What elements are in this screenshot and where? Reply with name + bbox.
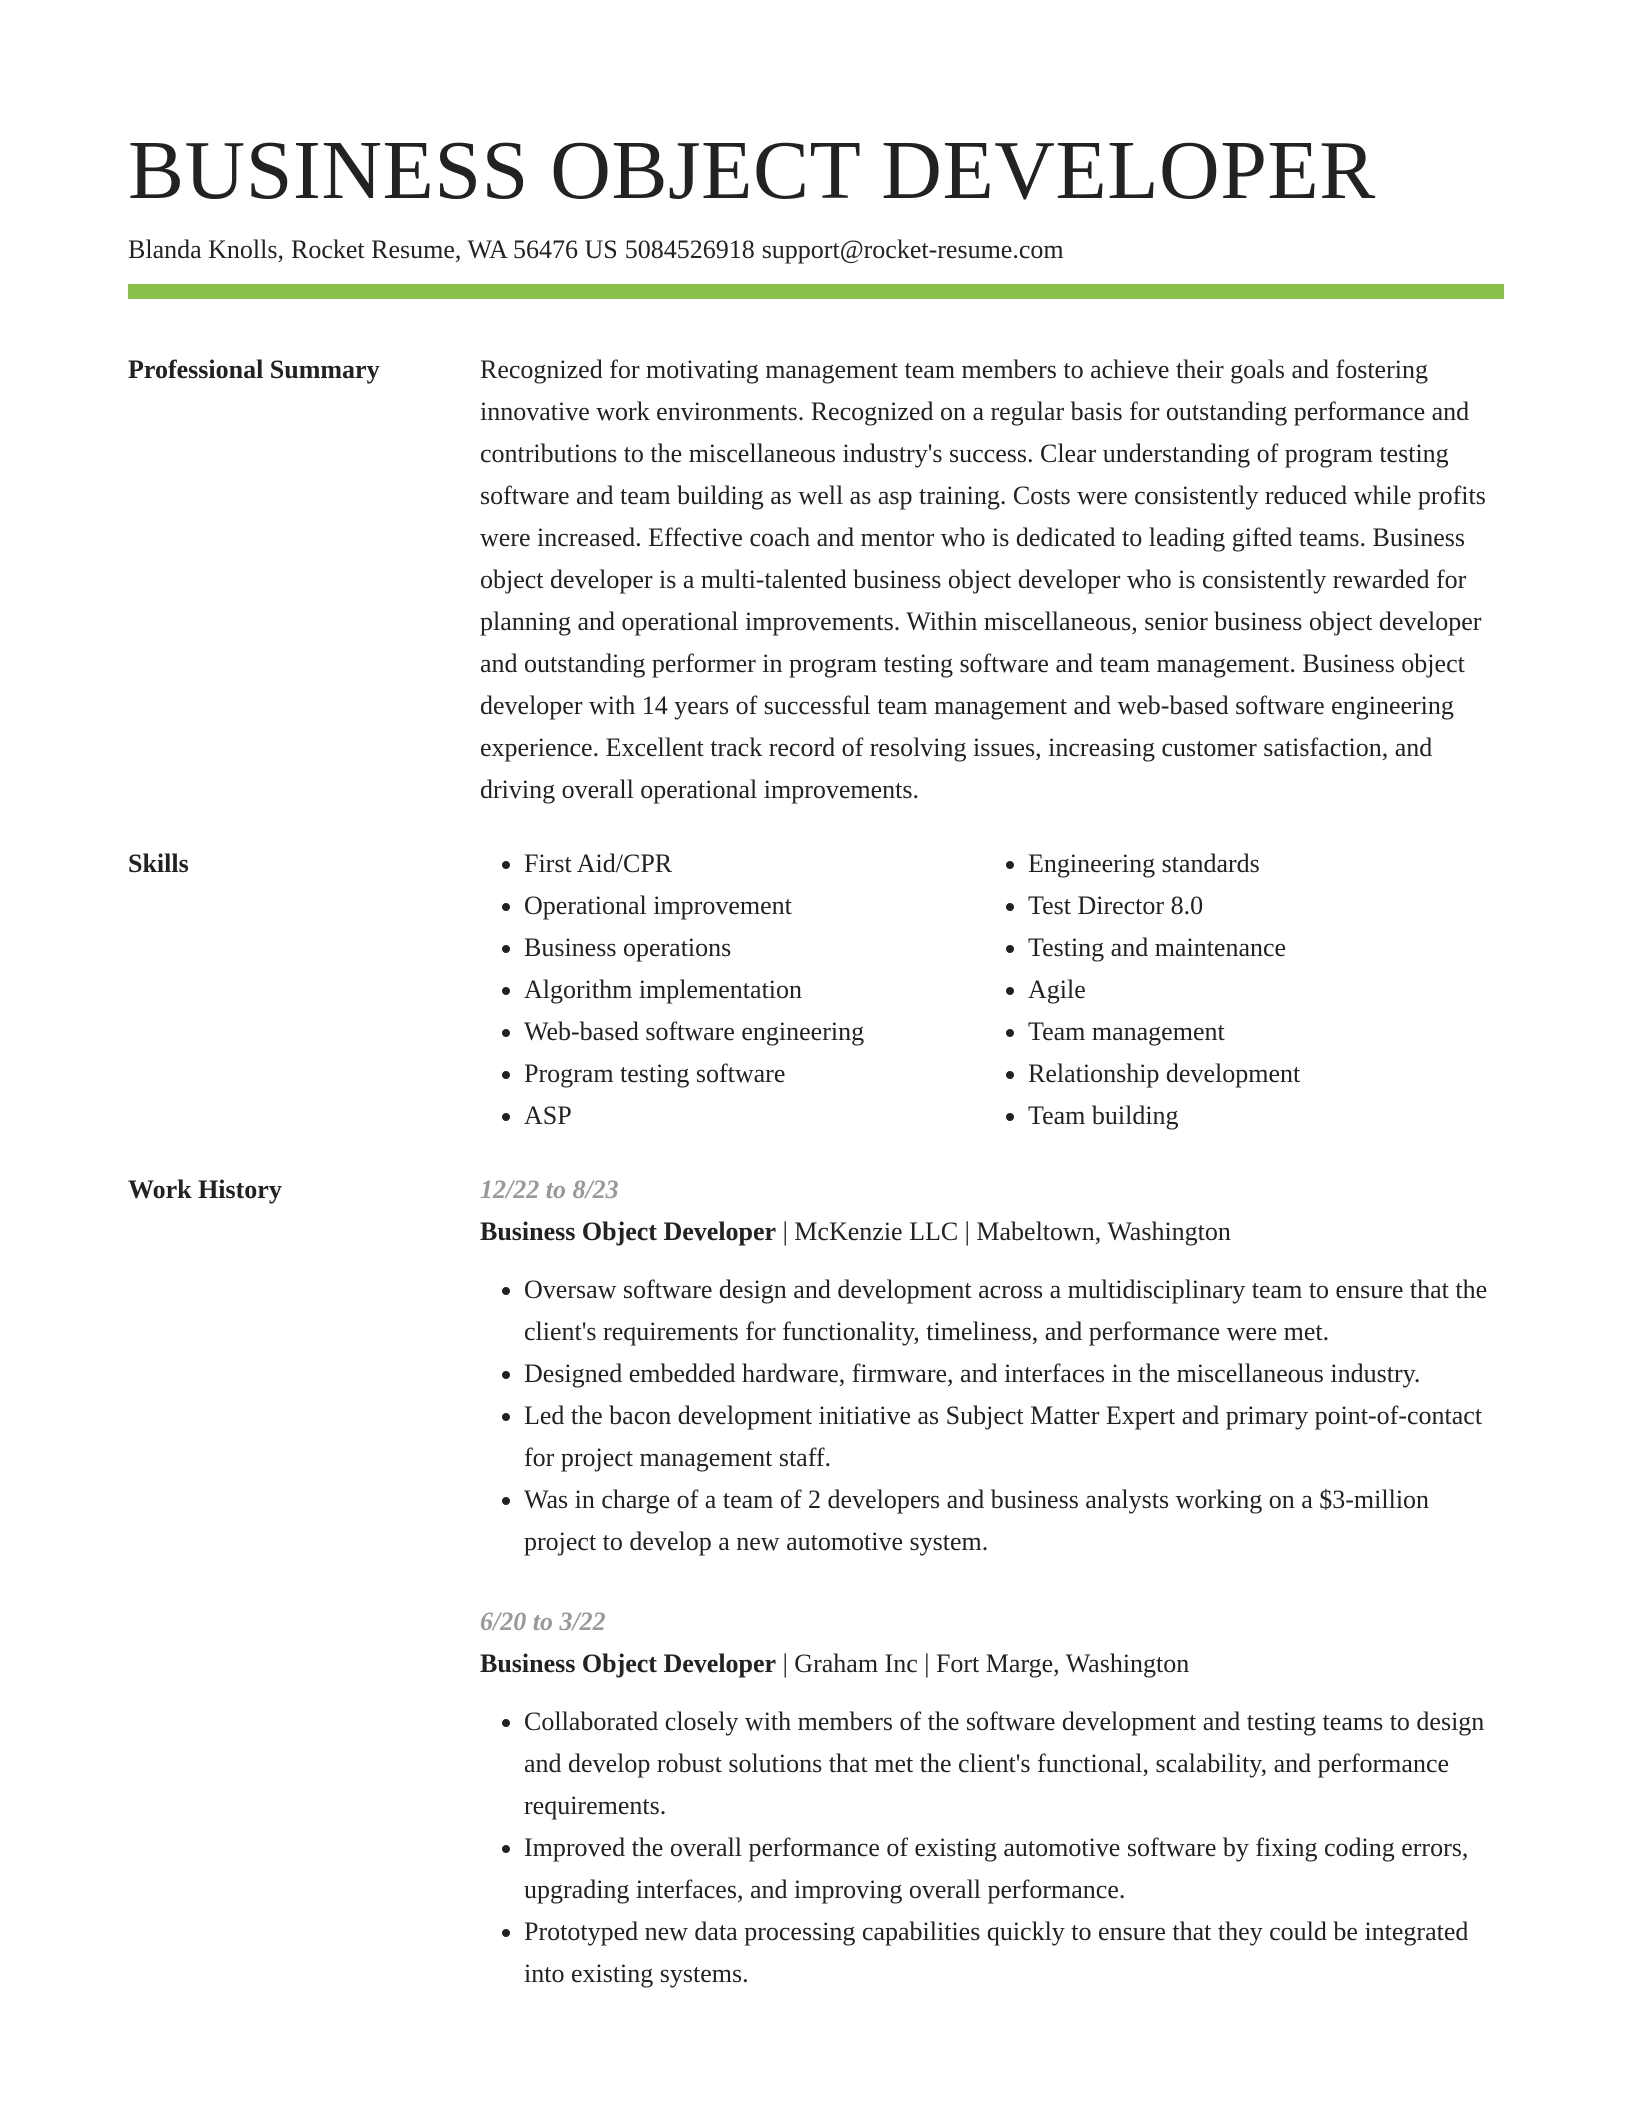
- skills-list-right: [984, 843, 1488, 1137]
- skill-item: • Engineering standards: [1028, 843, 1488, 885]
- skill-item: • Testing and maintenance: [1028, 927, 1488, 969]
- skills-section: [128, 843, 1504, 1137]
- skills-list-left: [480, 843, 984, 1137]
- job-heading: [480, 1211, 1504, 1253]
- skill-item: • Business operations: [524, 927, 984, 969]
- contact-line: [128, 232, 1504, 268]
- job-heading: [480, 1643, 1504, 1685]
- skills-heading: Skills: [128, 849, 189, 878]
- skill-item: • Team building: [1028, 1095, 1488, 1137]
- job-title: Business Object Developer: [480, 1649, 777, 1678]
- skill-item: • Algorithm implementation: [524, 969, 984, 1011]
- skill-item: • Operational improvement: [524, 885, 984, 927]
- job-dates: 12/22 to 8/23: [480, 1175, 619, 1204]
- contact-address: Rocket Resume, WA 56476 US: [291, 235, 618, 264]
- job-bullets: [480, 1701, 1504, 1995]
- contact-phone: 5084526918: [624, 235, 755, 264]
- job-bullets: [480, 1269, 1504, 1563]
- page-title: BUSINESS OBJECT DEVELOPER: [128, 124, 1376, 217]
- skill-item: • ASP: [524, 1095, 984, 1137]
- skill-item: • Program testing software: [524, 1053, 984, 1095]
- summary-text: Recognized for motivating management team members to achieve their goals and fostering innovative work environments. Recognized on a regular basis for outstanding performance and contributions to the miscellaneous industry's success. Clear understanding of program testing software and team building as well as asp training. Costs were consistently reduced while profits were increased. Effective coach and mentor who is dedicated to leading gifted teams. Business object developer is a multi-talented business object developer who is consistently rewarded for planning and operational improvements. Within miscellaneous, senior business object developer and outstanding performer in program testing software and team management. Business object developer with 14 years of successful team management and web-based software engineering experience. Excellent track record of resolving issues, increasing customer satisfaction, and driving overall operational improvements.: [480, 355, 1486, 804]
- job-bullet: • Collaborated closely with members of the software development and testing teams to design and develop robust solutions that met the client's functional, scalability, and performance requirements.: [524, 1701, 1504, 1827]
- job-entry: [480, 1601, 1504, 1995]
- job-title: Business Object Developer: [480, 1217, 777, 1246]
- work-history-heading: Work History: [128, 1175, 282, 1204]
- skills-columns: [480, 843, 1504, 1137]
- contact-name: Blanda Knolls,: [128, 235, 284, 264]
- skill-item: • Team management: [1028, 1011, 1488, 1053]
- job-bullet: • Prototyped new data processing capabilities quickly to ensure that they could be integrated into existing systems.: [524, 1911, 1504, 1995]
- job-bullet: • Oversaw software design and development across a multidisciplinary team to ensure that the client's requirements for functionality, timeliness, and performance were met.: [524, 1269, 1504, 1353]
- contact-email[interactable]: support@rocket-resume.com: [761, 235, 1064, 264]
- skill-item: • Test Director 8.0: [1028, 885, 1488, 927]
- job-details: | McKenzie LLC | Mabeltown, Washington: [776, 1217, 1231, 1246]
- job-bullet: • Was in charge of a team of 2 developers and business analysts working on a $3-million project to develop a new automotive system.: [524, 1479, 1504, 1563]
- work-history-body: [480, 1169, 1504, 2033]
- summary-heading: Professional Summary: [128, 355, 380, 384]
- job-entry: [480, 1169, 1504, 1563]
- job-bullet: • Designed embedded hardware, firmware, and interfaces in the miscellaneous industry.: [524, 1353, 1504, 1395]
- header-divider: [128, 284, 1504, 299]
- job-bullet: • Improved the overall performance of existing automotive software by fixing coding errors, upgrading interfaces, and improving overall performance.: [524, 1827, 1504, 1911]
- work-history-section: [128, 1169, 1504, 2033]
- job-dates: 6/20 to 3/22: [480, 1607, 606, 1636]
- job-details: | Graham Inc | Fort Marge, Washington: [776, 1649, 1190, 1678]
- job-bullet: • Led the bacon development initiative as Subject Matter Expert and primary point-of-contact for project management staff.: [524, 1395, 1504, 1479]
- skill-item: • Agile: [1028, 969, 1488, 1011]
- summary-section: [128, 349, 1504, 811]
- skill-item: • Web-based software engineering: [524, 1011, 984, 1053]
- resume-page: [128, 118, 1504, 2033]
- skill-item: • Relationship development: [1028, 1053, 1488, 1095]
- skill-item: • First Aid/CPR: [524, 843, 984, 885]
